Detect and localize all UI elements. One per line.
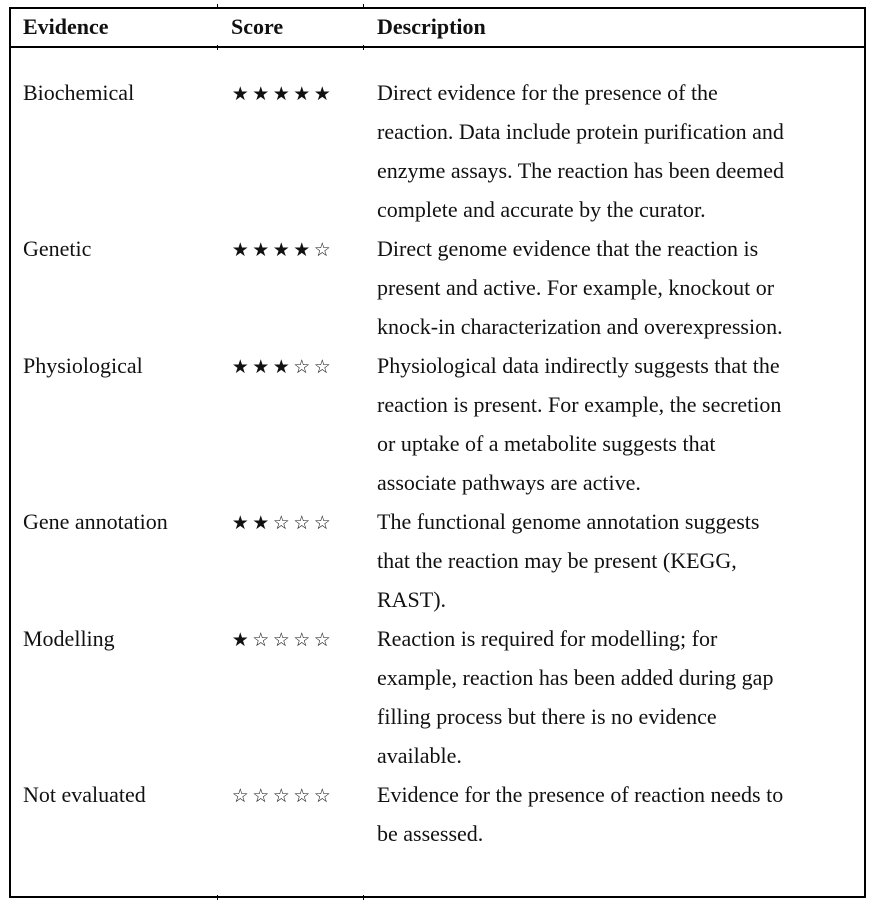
star-rating [230, 502, 333, 543]
star-empty-icon: ☆ [252, 629, 270, 651]
description-line: Direct genome evidence that the reaction is [377, 236, 759, 261]
star-empty-icon: ☆ [293, 356, 311, 378]
evidence-description [377, 346, 857, 502]
description-line: available. [377, 743, 462, 768]
star-filled-icon: ★ [313, 83, 331, 105]
description-line: reaction. Data include protein purification and [377, 119, 784, 144]
star-filled-icon: ★ [231, 239, 249, 261]
star-empty-icon: ☆ [313, 356, 331, 378]
header-score: Score [231, 14, 284, 39]
column-tick [363, 45, 364, 50]
table-top-rule [9, 7, 866, 9]
star-filled-icon: ★ [252, 356, 270, 378]
evidence-description [377, 73, 857, 229]
star-empty-icon: ☆ [313, 239, 331, 261]
header-description: Description [377, 14, 486, 39]
star-filled-icon: ★ [252, 239, 270, 261]
description-line: or uptake of a metabolite suggests that [377, 431, 716, 456]
evidence-type: Not evaluated [23, 782, 146, 807]
evidence-description [377, 619, 857, 775]
column-tick [217, 45, 218, 50]
star-filled-icon: ★ [231, 83, 249, 105]
star-rating [230, 73, 333, 114]
star-empty-icon: ☆ [272, 629, 290, 651]
evidence-type: Genetic [23, 236, 92, 261]
star-filled-icon: ★ [272, 356, 290, 378]
star-filled-icon: ★ [252, 83, 270, 105]
star-filled-icon: ★ [272, 83, 290, 105]
star-filled-icon: ★ [231, 512, 249, 534]
evidence-type: Biochemical [23, 80, 135, 105]
star-empty-icon: ☆ [293, 785, 311, 807]
star-empty-icon: ☆ [231, 785, 249, 807]
star-empty-icon: ☆ [293, 629, 311, 651]
table-bottom-rule [9, 896, 866, 898]
column-tick [217, 4, 218, 9]
description-line: RAST). [377, 587, 447, 612]
description-line: be assessed. [377, 821, 484, 846]
evidence-type: Gene annotation [23, 509, 168, 534]
description-line: reaction is present. For example, the secretion [377, 392, 782, 417]
column-tick [363, 895, 364, 900]
description-line: knock-in characterization and overexpression. [377, 314, 783, 339]
star-empty-icon: ☆ [272, 785, 290, 807]
evidence-description [377, 775, 857, 853]
column-tick [363, 4, 364, 9]
description-line: Evidence for the presence of reaction needs to [377, 782, 784, 807]
star-filled-icon: ★ [231, 629, 249, 651]
star-empty-icon: ☆ [313, 629, 331, 651]
evidence-type: Modelling [23, 626, 115, 651]
description-line: The functional genome annotation suggests [377, 509, 760, 534]
star-filled-icon: ★ [293, 239, 311, 261]
star-empty-icon: ☆ [313, 785, 331, 807]
description-line: complete and accurate by the curator. [377, 197, 706, 222]
star-rating [230, 619, 333, 660]
description-line: enzyme assays. The reaction has been deemed [377, 158, 785, 183]
star-filled-icon: ★ [231, 356, 249, 378]
evidence-description [377, 229, 857, 346]
description-line: Reaction is required for modelling; for [377, 626, 718, 651]
star-filled-icon: ★ [272, 239, 290, 261]
description-line: filling process but there is no evidence [377, 704, 717, 729]
description-line: present and active. For example, knockout or [377, 275, 775, 300]
star-empty-icon: ☆ [293, 512, 311, 534]
description-line: associate pathways are active. [377, 470, 641, 495]
header-evidence: Evidence [23, 14, 109, 39]
star-filled-icon: ★ [293, 83, 311, 105]
star-rating [230, 775, 333, 816]
star-empty-icon: ☆ [272, 512, 290, 534]
description-line: Direct evidence for the presence of the [377, 80, 718, 105]
description-line: that the reaction may be present (KEGG, [377, 548, 737, 573]
header-bottom-rule [9, 46, 866, 48]
star-rating [230, 346, 333, 387]
column-tick [217, 895, 218, 900]
evidence-type: Physiological [23, 353, 143, 378]
description-line: Physiological data indirectly suggests that the [377, 353, 780, 378]
evidence-description [377, 502, 857, 619]
star-rating [230, 229, 333, 270]
star-empty-icon: ☆ [252, 785, 270, 807]
star-empty-icon: ☆ [313, 512, 331, 534]
star-filled-icon: ★ [252, 512, 270, 534]
description-line: example, reaction has been added during gap [377, 665, 774, 690]
